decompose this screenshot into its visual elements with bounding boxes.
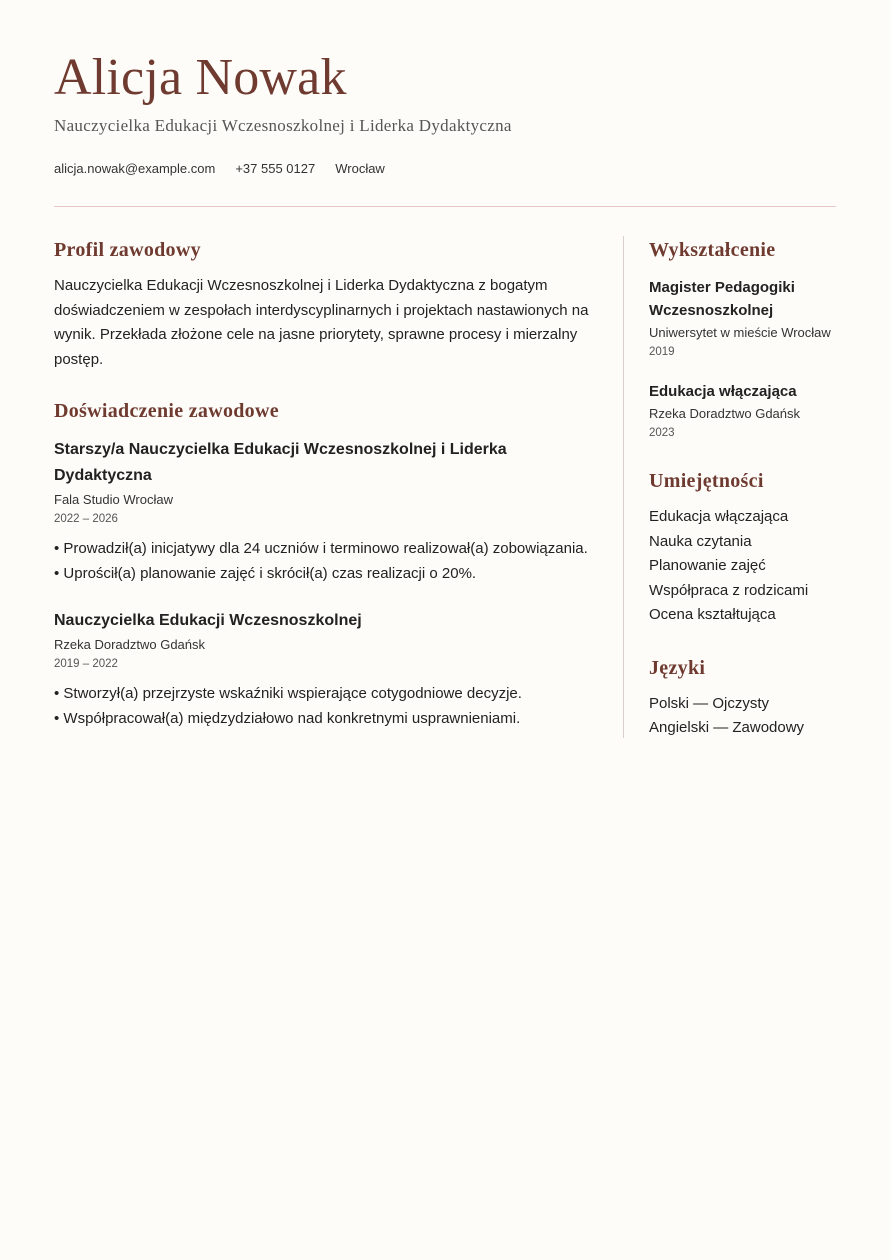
language-item: Polski — Ojczysty — [649, 694, 770, 712]
experience-section — [54, 397, 594, 731]
job-company: Rzeka Doradztwo Gdańsk — [54, 637, 206, 652]
job-bullets — [54, 682, 594, 731]
skill-item: Nauka czytania — [649, 532, 752, 550]
profile-section — [54, 236, 594, 372]
job-dates: 2022 – 2026 — [54, 513, 118, 525]
main-column — [54, 236, 594, 731]
education-heading: Wykształcenie — [649, 239, 776, 261]
experience-heading: Doświadczenie zawodowe — [54, 400, 279, 422]
contact-location: Wrocław — [335, 161, 385, 176]
job-bullet: • Współpracował(a) międzydziałowo nad konkretnymi usprawnieniami. — [54, 709, 521, 727]
skill-item: Współpraca z rodzicami — [649, 581, 809, 599]
column-divider — [623, 236, 624, 738]
education-section — [649, 236, 839, 441]
language-item: Angielski — Zawodowy — [649, 719, 805, 736]
job-entry — [54, 608, 594, 731]
education-entry — [649, 276, 839, 360]
job-bullet: • Stworzył(a) przejrzyste wskaźniki wspierające cotygodniowe decyzje. — [54, 685, 522, 702]
job-title: Starszy/a Nauczycielka Edukacji Wczesnoszkolnej i Liderka Dydaktyczna — [54, 441, 507, 484]
education-year: 2023 — [649, 427, 675, 439]
job-entry — [54, 437, 594, 586]
contact-bar — [54, 161, 385, 176]
sidebar-column — [649, 236, 839, 741]
languages-section — [649, 654, 839, 741]
candidate-name: Alicja Nowak — [54, 49, 347, 106]
job-company: Fala Studio Wrocław — [54, 492, 173, 507]
header-divider — [54, 206, 836, 207]
contact-email[interactable]: alicja.nowak@example.com — [54, 161, 216, 176]
skill-item: Planowanie zajęć — [649, 557, 766, 574]
candidate-headline: Nauczycielka Edukacji Wczesnoszkolnej i Liderka Dydaktyczna — [54, 116, 512, 135]
job-title: Nauczycielka Edukacji Wczesnoszkolnej — [54, 612, 362, 629]
skills-heading: Umiejętności — [649, 470, 764, 492]
languages-list — [649, 692, 839, 741]
job-bullets — [54, 537, 594, 586]
job-bullet: • Uprościł(a) planowanie zajęć i skrócił(a) czas realizacji o 20%. — [54, 564, 477, 582]
education-entry — [649, 380, 839, 441]
education-school: Uniwersytet w mieście Wrocław — [649, 325, 831, 340]
education-degree: Magister Pedagogiki Wczesnoszkolnej — [649, 279, 795, 319]
profile-text: Nauczycielka Edukacji Wczesnoszkolnej i Liderka Dydaktyczna z bogatym doświadczeniem w zespołach interdyscyplinarnych i projektach nastawionych na wynik. Przekłada złożone cele na jasne priorytety, sprawne procesy i mierzalny postęp. — [54, 277, 589, 368]
skill-item: Edukacja włączająca — [649, 508, 789, 525]
education-degree: Edukacja włączająca — [649, 383, 797, 400]
education-school: Rzeka Doradztwo Gdańsk — [649, 406, 801, 421]
contact-phone[interactable]: +37 555 0127 — [235, 161, 316, 176]
job-dates: 2019 – 2022 — [54, 658, 118, 670]
languages-heading: Języki — [649, 656, 706, 679]
job-bullet: • Prowadził(a) inicjatywy dla 24 uczniów i terminowo realizował(a) zobowiązania. — [54, 540, 588, 557]
skills-section — [649, 467, 839, 628]
education-year: 2019 — [649, 346, 675, 358]
skills-list — [649, 505, 839, 628]
profile-heading: Profil zawodowy — [54, 239, 201, 261]
skill-item: Ocena kształtująca — [649, 606, 776, 623]
